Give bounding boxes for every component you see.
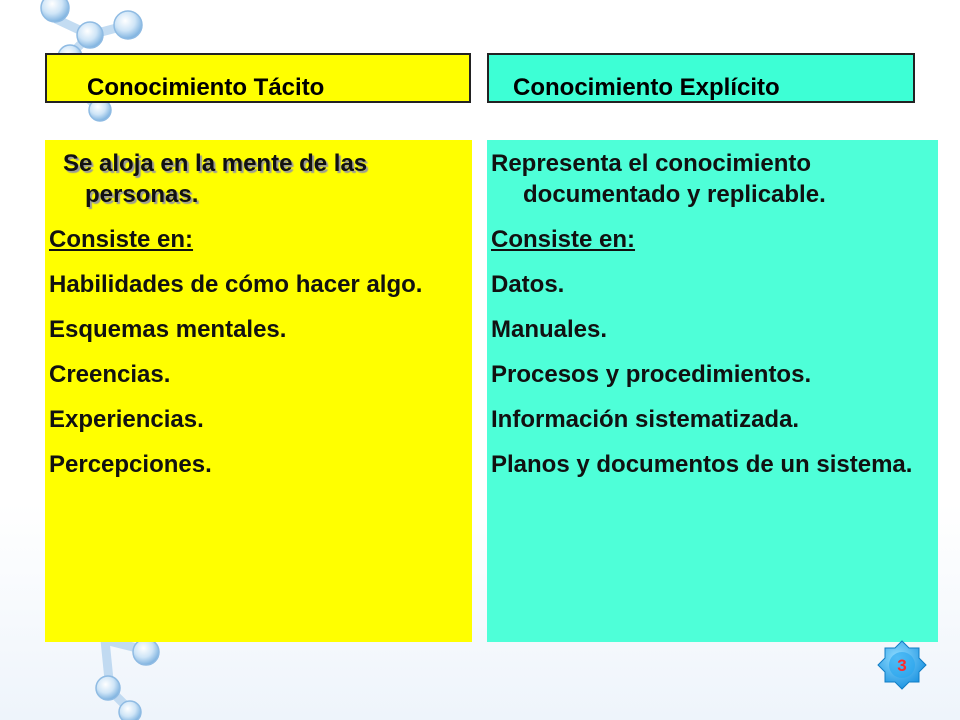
header-conocimiento-tacito bbox=[45, 53, 471, 103]
tacito-item: Creencias. bbox=[49, 361, 171, 388]
tacito-item: Experiencias. bbox=[49, 406, 204, 433]
explicito-consiste-label: Consiste en: bbox=[491, 226, 636, 253]
tacito-item: Habilidades de cómo hacer algo. bbox=[49, 271, 423, 298]
header-conocimiento-explicito bbox=[487, 53, 915, 103]
page-number: 3 bbox=[897, 656, 907, 675]
tacito-consiste-label: Consiste en: bbox=[49, 226, 194, 253]
explicito-item: Manuales. bbox=[491, 316, 608, 343]
header-explicito-label: Conocimiento Explícito bbox=[513, 74, 780, 101]
header-tacito-label: Conocimiento Tácito bbox=[87, 74, 325, 101]
explicito-item: Información sistematizada. bbox=[491, 406, 800, 433]
explicito-item: Procesos y procedimientos. bbox=[491, 361, 812, 388]
explicito-item: Planos y documentos de un sistema. bbox=[491, 451, 913, 478]
tacito-item: Esquemas mentales. bbox=[49, 316, 287, 343]
explicito-item: Datos. bbox=[491, 271, 565, 298]
explicito-definition: Representa el conocimiento documentado y replicable. bbox=[491, 150, 826, 208]
explicito-column bbox=[487, 140, 938, 642]
tacito-column bbox=[45, 140, 472, 642]
tacito-definition: Se aloja en la mente de las personas. bbox=[63, 150, 368, 208]
tacito-item: Percepciones. bbox=[49, 451, 212, 478]
